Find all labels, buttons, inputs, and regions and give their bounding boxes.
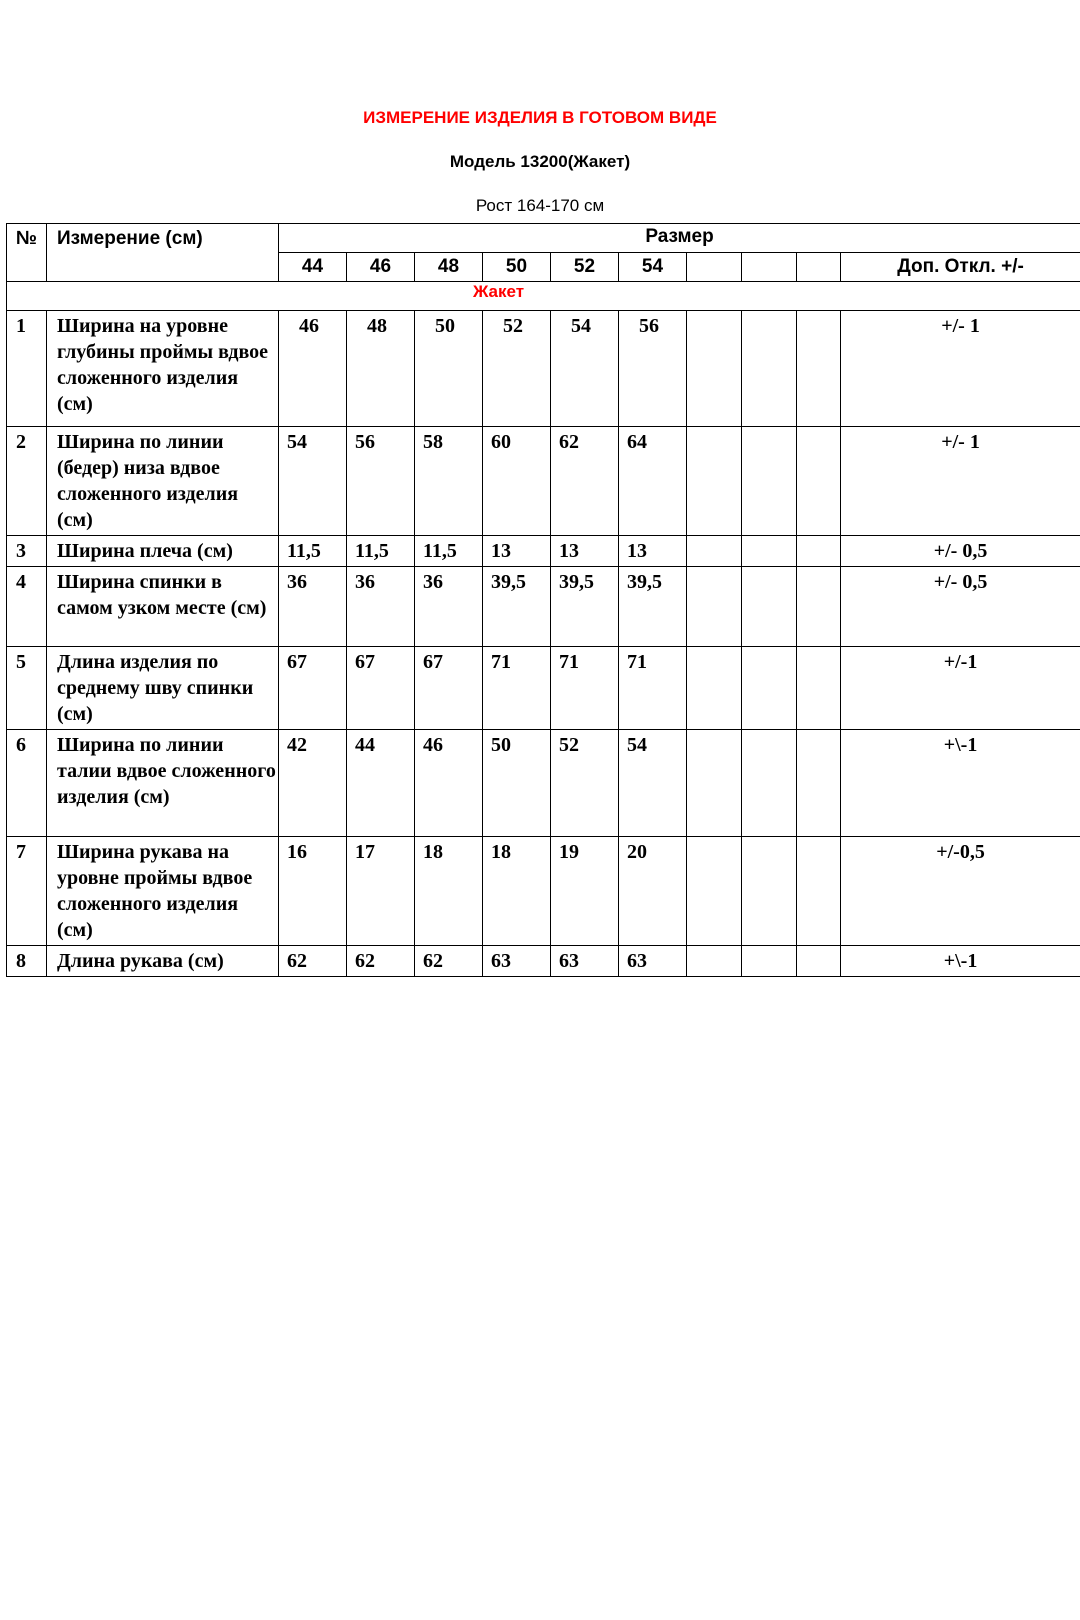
measurement-name: Длина рукава (см) (47, 946, 279, 977)
section-cell (7, 282, 1080, 311)
section-label: Жакет (472, 282, 525, 301)
size-value: 39,5 (551, 567, 619, 647)
measurement-name: Ширина рукава на уровне проймы вдвое сложенного изделия (см) (47, 837, 279, 946)
size-value: 67 (347, 647, 415, 730)
size-value: 18 (483, 837, 551, 946)
section-row (7, 282, 1080, 311)
size-value: 62 (279, 946, 347, 977)
size-value: 46 (415, 730, 483, 837)
row-number: 2 (7, 427, 47, 536)
row-number: 5 (7, 647, 47, 730)
size-value: 71 (483, 647, 551, 730)
table-body (7, 224, 1080, 977)
tolerance-value: +\-1 (841, 730, 1080, 837)
size-value: 63 (483, 946, 551, 977)
empty-cell (742, 946, 797, 977)
model-subtitle: Модель 13200(Жакет) (449, 152, 631, 171)
size-value: 48 (347, 311, 415, 427)
size-value: 58 (415, 427, 483, 536)
header-size: Размер (279, 224, 1080, 253)
empty-cell (687, 837, 742, 946)
size-value: 18 (415, 837, 483, 946)
row-number: 1 (7, 311, 47, 427)
size-value: 44 (347, 730, 415, 837)
size-value: 52 (483, 311, 551, 427)
size-value: 36 (279, 567, 347, 647)
empty-cell (687, 730, 742, 837)
size-value: 20 (619, 837, 687, 946)
size-chart-table (6, 223, 1080, 977)
size-value: 67 (279, 647, 347, 730)
size-value: 11,5 (279, 536, 347, 567)
size-value: 19 (551, 837, 619, 946)
size-value: 54 (279, 427, 347, 536)
table-row (7, 730, 1080, 837)
size-header-cell: 50 (483, 253, 551, 282)
measurement-name: Ширина по линии талии вдвое сложенного изделия (см) (47, 730, 279, 837)
size-value: 39,5 (619, 567, 687, 647)
row-number: 6 (7, 730, 47, 837)
empty-cell (687, 311, 742, 427)
tolerance-value: +/- 1 (841, 311, 1080, 427)
empty-cell (687, 946, 742, 977)
empty-cell (742, 837, 797, 946)
table-row (7, 647, 1080, 730)
empty-cell (797, 536, 841, 567)
empty-cell (797, 730, 841, 837)
empty-cell (687, 253, 742, 282)
tolerance-value: +/-0,5 (841, 837, 1080, 946)
size-value: 54 (551, 311, 619, 427)
empty-cell (797, 946, 841, 977)
empty-cell (742, 647, 797, 730)
header-row (7, 224, 1080, 253)
table-row (7, 427, 1080, 536)
size-value: 50 (415, 311, 483, 427)
size-value: 52 (551, 730, 619, 837)
size-value: 46 (279, 311, 347, 427)
size-header-cell: 52 (551, 253, 619, 282)
empty-cell (797, 837, 841, 946)
table-row (7, 311, 1080, 427)
size-value: 56 (347, 427, 415, 536)
row-number: 7 (7, 837, 47, 946)
size-header-cell: 48 (415, 253, 483, 282)
size-value: 62 (551, 427, 619, 536)
empty-cell (742, 730, 797, 837)
row-number: 8 (7, 946, 47, 977)
size-value: 63 (551, 946, 619, 977)
empty-cell (742, 536, 797, 567)
tolerance-value: +/- 0,5 (841, 536, 1080, 567)
measurement-name: Ширина спинки в самом узком месте (см) (47, 567, 279, 647)
measurement-name: Ширина плеча (см) (47, 536, 279, 567)
size-value: 71 (619, 647, 687, 730)
tolerance-value: +\-1 (841, 946, 1080, 977)
tolerance-value: +/-1 (841, 647, 1080, 730)
empty-cell (742, 311, 797, 427)
size-value: 56 (619, 311, 687, 427)
size-value: 60 (483, 427, 551, 536)
empty-cell (797, 311, 841, 427)
empty-cell (742, 253, 797, 282)
size-value: 16 (279, 837, 347, 946)
size-value: 13 (619, 536, 687, 567)
size-value: 13 (483, 536, 551, 567)
header-tolerance: Доп. Откл. +/- (841, 253, 1080, 282)
empty-cell (687, 567, 742, 647)
row-number: 3 (7, 536, 47, 567)
size-value: 67 (415, 647, 483, 730)
size-value: 17 (347, 837, 415, 946)
empty-cell (797, 427, 841, 536)
table-row (7, 837, 1080, 946)
empty-cell (797, 253, 841, 282)
size-value: 11,5 (347, 536, 415, 567)
table-row (7, 567, 1080, 647)
size-value: 13 (551, 536, 619, 567)
measurement-name: Длина изделия по среднему шву спинки (см) (47, 647, 279, 730)
size-header-cell: 54 (619, 253, 687, 282)
size-value: 36 (415, 567, 483, 647)
empty-cell (742, 567, 797, 647)
size-value: 71 (551, 647, 619, 730)
size-value: 64 (619, 427, 687, 536)
size-header-cell: 44 (279, 253, 347, 282)
measurement-name: Ширина на уровне глубины проймы вдвое сложенного изделия (см) (47, 311, 279, 427)
tolerance-value: +/- 0,5 (841, 567, 1080, 647)
empty-cell (742, 427, 797, 536)
header-measurement: Измерение (см) (47, 224, 279, 282)
empty-cell (687, 536, 742, 567)
size-value: 36 (347, 567, 415, 647)
size-header-cell: 46 (347, 253, 415, 282)
empty-cell (687, 427, 742, 536)
height-subtitle: Рост 164-170 см (475, 196, 605, 215)
measurement-name: Ширина по линии (бедер) низа вдвое сложенного изделия (см) (47, 427, 279, 536)
size-value: 54 (619, 730, 687, 837)
size-value: 39,5 (483, 567, 551, 647)
size-value: 42 (279, 730, 347, 837)
header-number: № (7, 224, 47, 282)
table-row (7, 946, 1080, 977)
size-value: 63 (619, 946, 687, 977)
size-value: 62 (347, 946, 415, 977)
table-row (7, 536, 1080, 567)
empty-cell (797, 567, 841, 647)
empty-cell (687, 647, 742, 730)
page-title: ИЗМЕРЕНИЕ ИЗДЕЛИЯ В ГОТОВОМ ВИДЕ (363, 108, 717, 127)
size-value: 11,5 (415, 536, 483, 567)
size-value: 62 (415, 946, 483, 977)
empty-cell (797, 647, 841, 730)
size-value: 50 (483, 730, 551, 837)
tolerance-value: +/- 1 (841, 427, 1080, 536)
row-number: 4 (7, 567, 47, 647)
